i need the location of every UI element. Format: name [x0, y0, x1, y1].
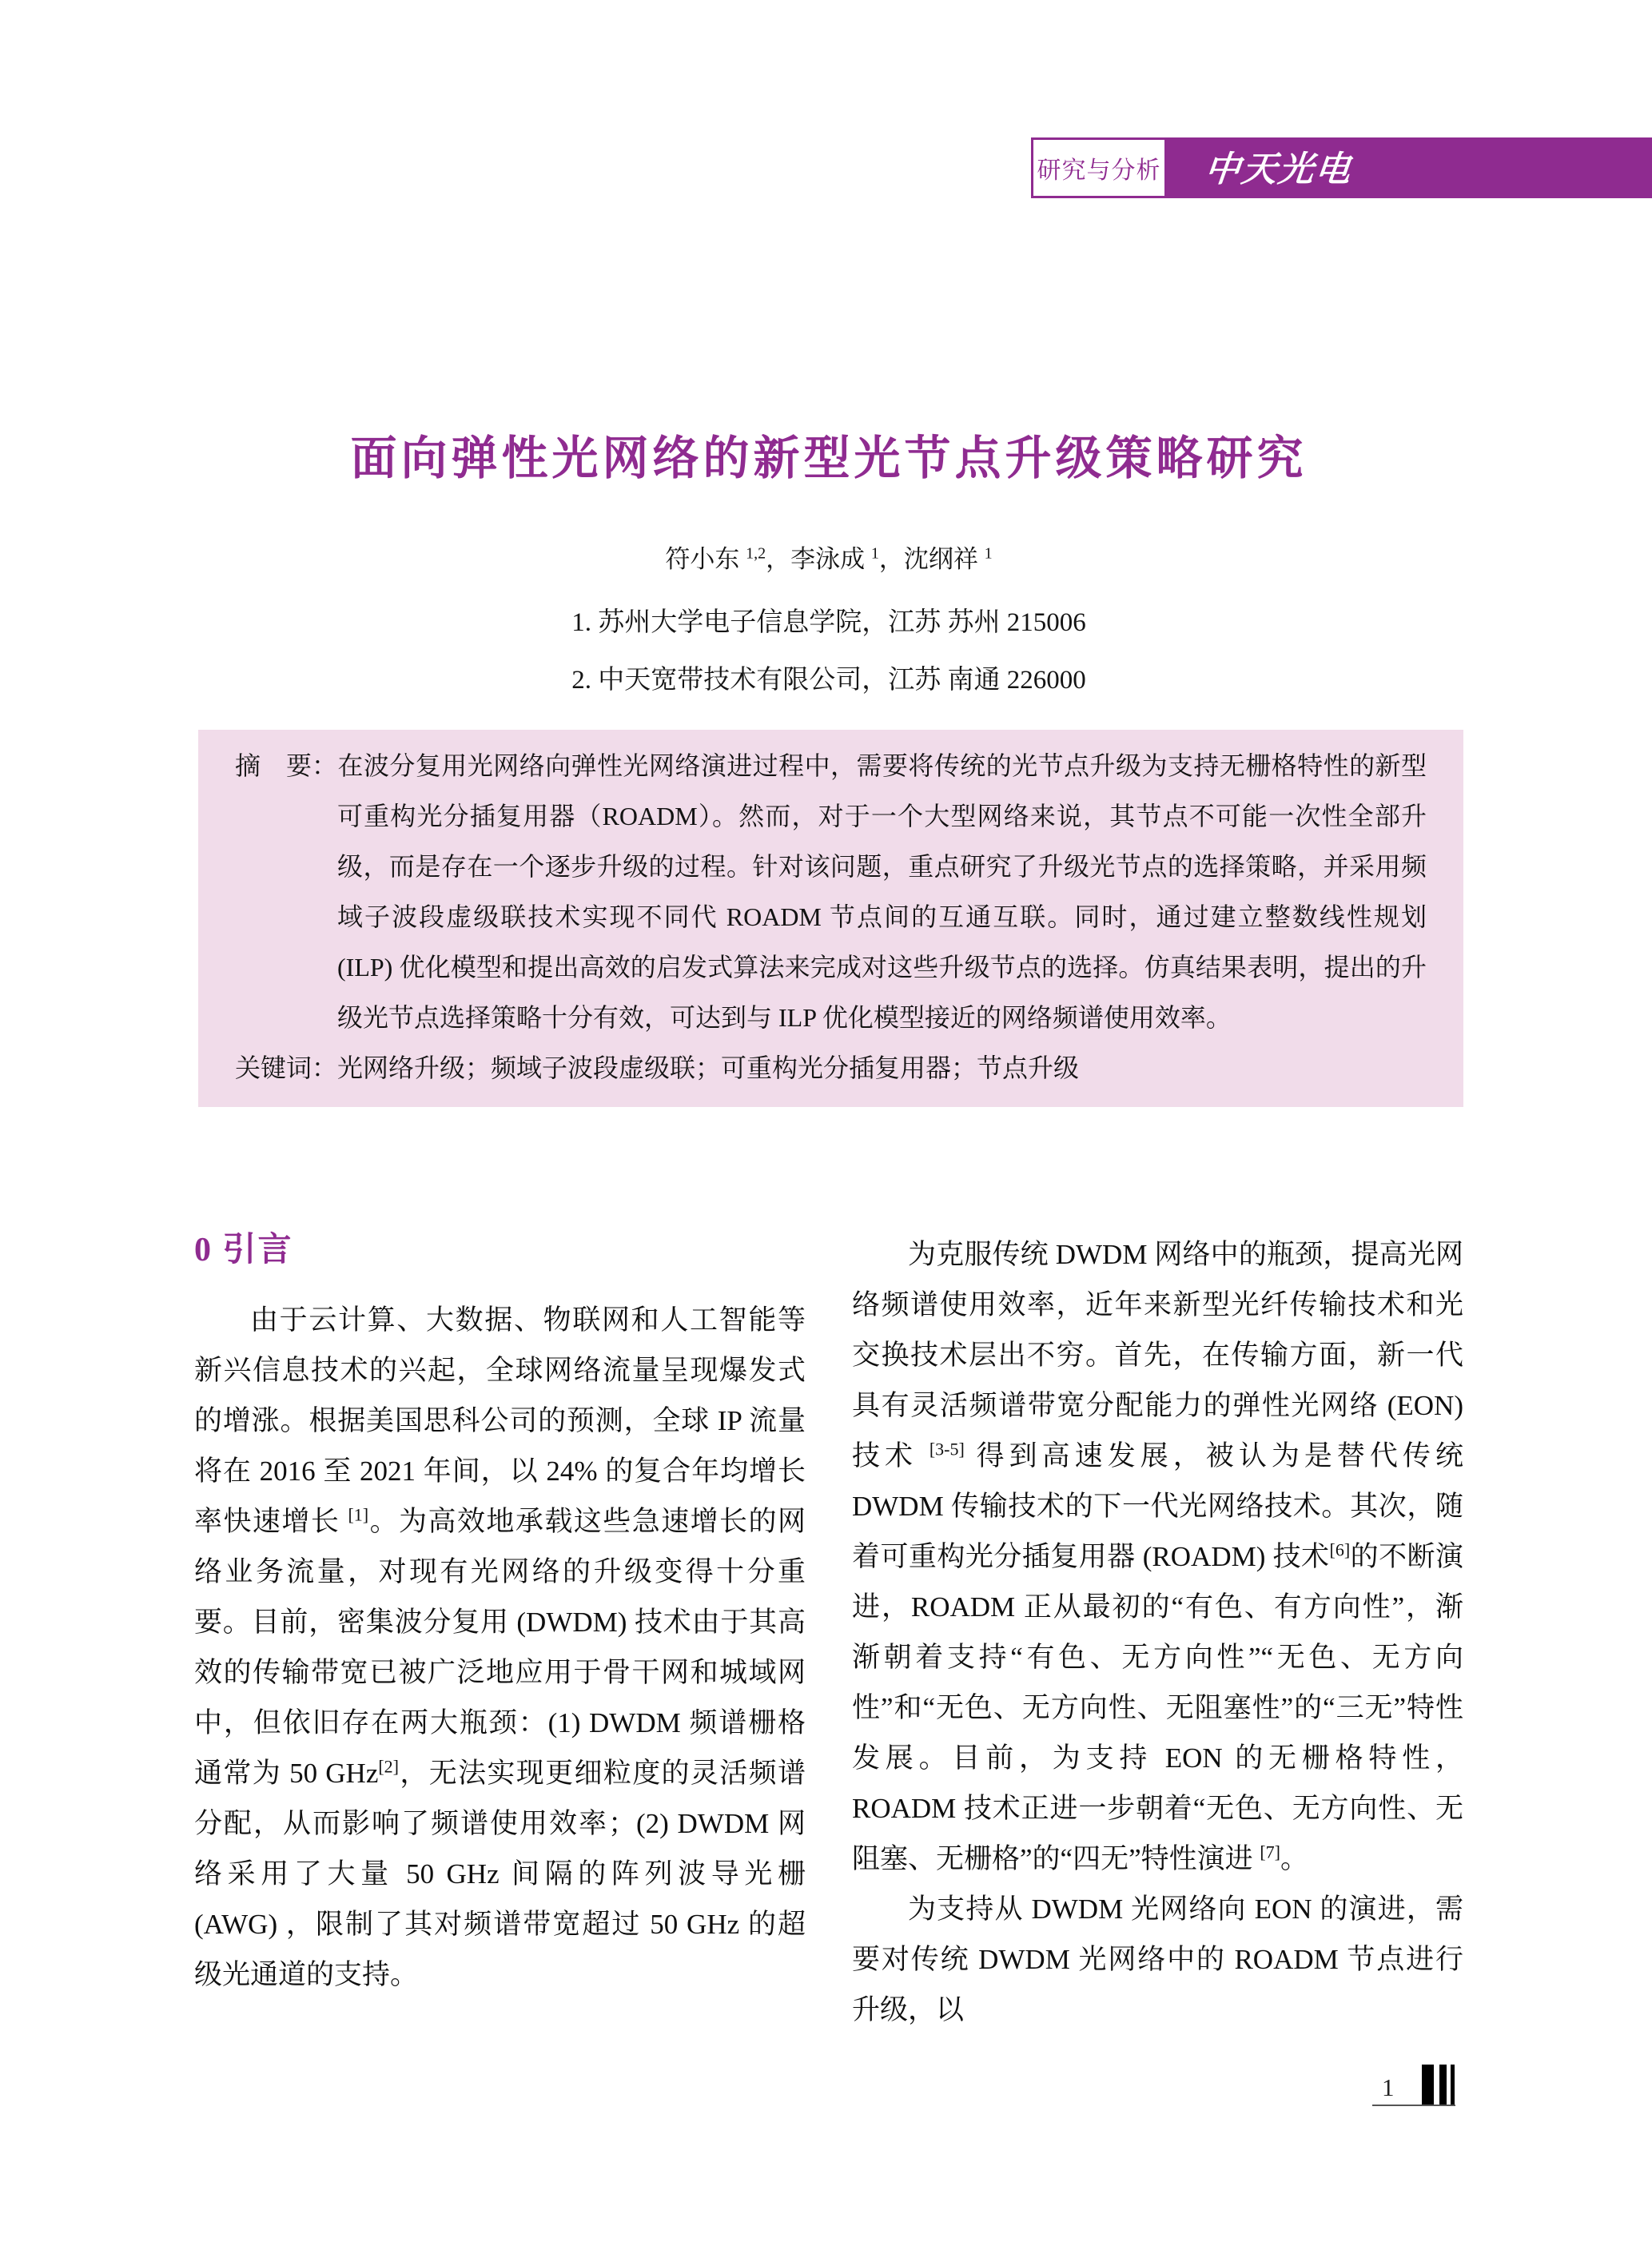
- affiliations-block: [194, 607, 1463, 723]
- journal-header-bar: [1031, 137, 1652, 198]
- page-number: 1: [1382, 2073, 1395, 2101]
- journal-logo: 中天光电: [1202, 149, 1355, 190]
- column-tag-label: 研究与分析: [1037, 157, 1161, 184]
- affiliation-2: 2. 中天宽带技术有限公司，江苏 南通 226000: [571, 666, 1086, 695]
- left-column: [194, 1229, 806, 2035]
- page-footer: [1372, 2064, 1455, 2106]
- barcode-bar-thick: [1422, 2065, 1434, 2105]
- barcode-bar-medium: [1439, 2065, 1447, 2105]
- keywords-paragraph: [235, 1043, 1427, 1093]
- authors-line: 符小东 $^{1,2}$，李泳成 $^1$，沈纲祥 $^1$: [665, 544, 993, 573]
- body-columns: [194, 1229, 1463, 2035]
- section-heading-introduction: 0 引言: [194, 1232, 293, 1268]
- right-column: [852, 1229, 1463, 2035]
- abstract-paragraph: [235, 741, 1427, 1043]
- intro-paragraph-1: 由于云计算、大数据、物联网和人工智能等新兴信息技术的兴起，全球网络流量呈现爆发式的增涨。根据美国思科公司的预测，全球 IP 流量将在 2016 至 2021 年间，以 24% 的复合年均增长率快速增长 [1]。为高效地承载这些急速增长的网络业务流量，对现有光网络的升级变得十分重要。目前，密集波分复用 (DWDM) 技术由于其高效的传输带宽已被广泛地应用于骨干网和城域网中，但依旧存在两大瓶颈：(1) DWDM 频谱栅格通常为 50 GHz[2]，无法实现更细粒度的灵活频谱分配，从而影响了频谱使用效率；(2) DWDM 网络采用了大量 50 GHz 间隔的阵列波导光栅 (AWG) ，限制了其对频谱带宽超过 50 GHz 的超级光通道的支持。: [194, 1304, 806, 1990]
- abstract-box: [198, 730, 1463, 1107]
- column-tag-box: [1031, 137, 1167, 198]
- affiliation-1: 1. 苏州大学电子信息学院，江苏 苏州 215006: [571, 608, 1086, 637]
- keywords-text: 光网络升级；频域子波段虚级联；可重构光分插复用器；节点升级: [337, 1053, 1080, 1082]
- abstract-label: 摘 要：: [235, 751, 338, 780]
- intro-paragraph-3: 为支持从 DWDM 光网络向 EON 的演进，需要对传统 DWDM 光网络中的 ROADM 节点进行升级，以: [852, 1894, 1463, 2025]
- keywords-label: 关键词：: [235, 1053, 338, 1082]
- abstract-text: 在波分复用光网络向弹性光网络演进过程中，需要将传统的光节点升级为支持无栅格特性的新型可重构光分插复用器（ROADM）。然而，对于一个大型网络来说，其节点不可能一次性全部升级，而是存在一个逐步升级的过程。针对该问题，重点研究了升级光节点的选择策略，并采用频域子波段虚级联技术实现不同代 ROADM 节点间的互通互联。同时，通过建立整数线性规划 (ILP) 优化模型和提出高效的启发式算法来完成对这些升级节点的选择。仿真结果表明，提出的升级光节点选择策略十分有效，可达到与 ILP 优化模型接近的网络频谱使用效率。: [337, 751, 1427, 1032]
- article-title: 面向弹性光网络的新型光节点升级策略研究: [350, 432, 1308, 484]
- intro-paragraph-2: 为克服传统 DWDM 网络中的瓶颈，提高光网络频谱使用效率，近年来新型光纤传输技术和光交换技术层出不穷。首先，在传输方面，新一代具有灵活频谱带宽分配能力的弹性光网络 (EON) 技术 [3-5] 得到高速发展，被认为是替代传统 DWDM 传输技术的下一代光网络技术。其次，随着可重构光分插复用器 (ROADM) 技术[6]的不断演进，ROADM 正从最初的“有色、有方向性”，渐渐朝着支持“有色、无方向性”“无色、无方向性”和“无色、无方向性、无阻塞性”的“三无”特性发展。目前，为支持 EON 的无栅格特性，ROADM 技术正进一步朝着“无色、无方向性、无阻塞、无栅格”的“四无”特性演进 [7]。: [852, 1239, 1463, 1874]
- barcode-bar-thin: [1451, 2065, 1455, 2105]
